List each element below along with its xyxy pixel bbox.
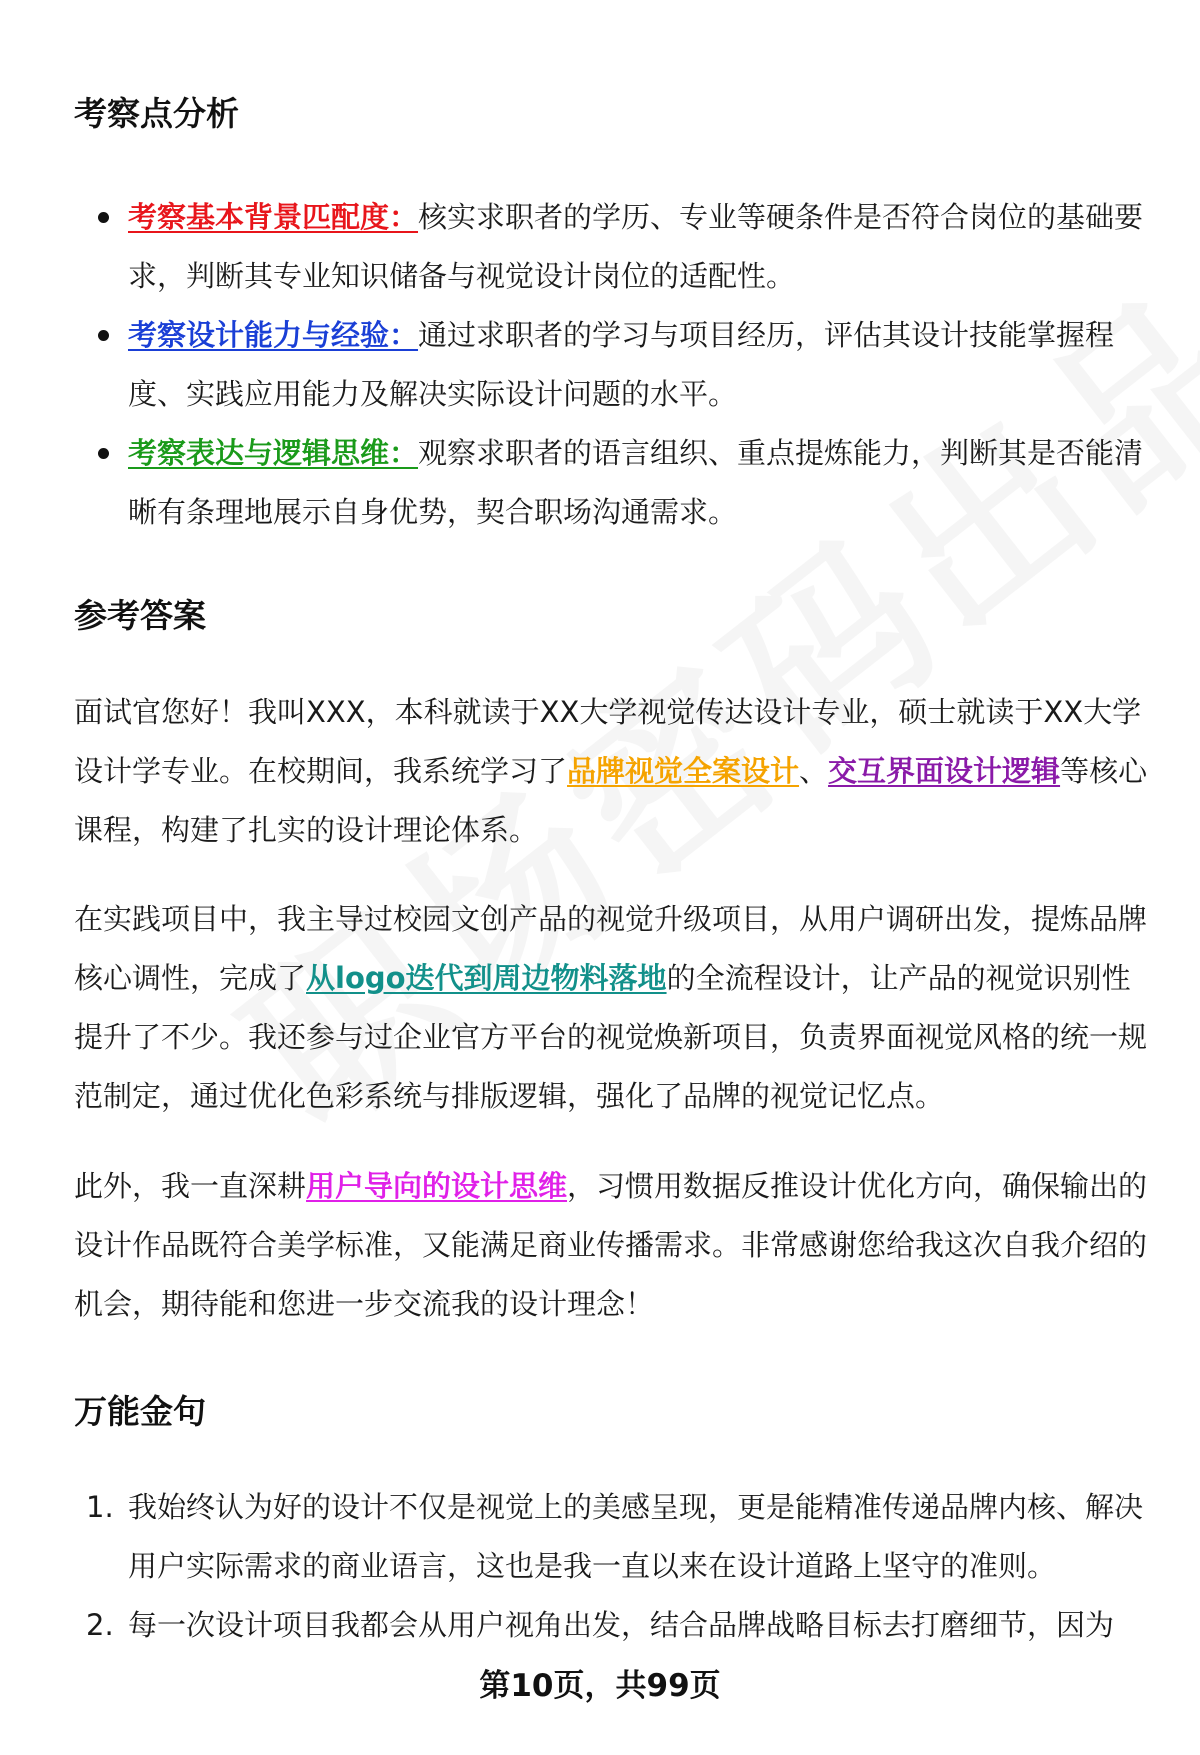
golden-sentence-text: 每一次设计项目我都会从用户视角出发，结合品牌战略目标去打磨细节，因为: [128, 1608, 1115, 1642]
bullet-dot-icon: [98, 212, 109, 223]
analysis-text: 观察求职者的语言组织、重点提炼能力，判断其是否能清晰有条理地展示自身优势，契合职场沟通需求。: [128, 436, 1144, 529]
analysis-item: [74, 424, 1154, 542]
golden-sentence-item: [74, 1596, 1154, 1655]
answer-text: 等核心课程，构建了扎实的设计理论体系。: [74, 754, 1148, 847]
answer-text: 此外，我一直深耕: [74, 1169, 307, 1203]
item-number: 2.: [86, 1608, 114, 1642]
bullet-dot-icon: [98, 330, 109, 341]
analysis-text: 通过求职者的学习与项目经历，评估其设计技能掌握程度、实践应用能力及解决实际设计问题的水平。: [128, 318, 1115, 411]
analysis-label: 考察设计能力与经验：: [128, 318, 419, 352]
analysis-label: 考察表达与逻辑思维：: [128, 436, 419, 470]
highlight-logo-to-material: 从logo迭代到周边物料落地: [306, 961, 667, 995]
analysis-text: 核实求职者的学历、专业等硬条件是否符合岗位的基础要求，判断其专业知识储备与视觉设计岗位的适配性。: [128, 200, 1144, 293]
bullet-dot-icon: [98, 448, 109, 459]
golden-sentence-text: 我始终认为好的设计不仅是视觉上的美感呈现，更是能精准传递品牌内核、解决用户实际需求的商业语言，这也是我一直以来在设计道路上坚守的准则。: [128, 1490, 1144, 1583]
answer-text: 、: [799, 754, 829, 788]
answer-text: 面试官您好！我叫XXX，本科就读于XX大学视觉传达设计专业，硕士就读于XX大学设计学专业。在校期间，我系统学习了: [74, 695, 1142, 788]
answer-paragraph-2: [74, 890, 1152, 1126]
page-footer: 第10页，共99页: [479, 1668, 721, 1704]
answer-text: ，习惯用数据反推设计优化方向，确保输出的设计作品既符合美学标准，又能满足商业传播需求。非常感谢您给我这次自我介绍的机会，期待能和您进一步交流我的设计理念！: [74, 1169, 1148, 1321]
section-title-analysis: 考察点分析: [74, 94, 239, 133]
highlight-brand-design: 品牌视觉全案设计: [567, 754, 800, 788]
analysis-label: 考察基本背景匹配度：: [128, 200, 419, 234]
answer-text: 的全流程设计，让产品的视觉识别性提升了不少。我还参与过企业官方平台的视觉焕新项目，负责界面视觉风格的统一规范制定，通过优化色彩系统与排版逻辑，强化了品牌的视觉记忆点。: [74, 961, 1148, 1113]
highlight-interaction-design: 交互界面设计逻辑: [828, 754, 1061, 788]
item-number: 1.: [86, 1490, 114, 1524]
golden-sentence-list: [74, 1478, 1154, 1655]
section-title-golden-sentences: 万能金句: [74, 1392, 206, 1431]
golden-sentence-item: [74, 1478, 1154, 1596]
answer-text: 在实践项目中，我主导过校园文创产品的视觉升级项目，从用户调研出发，提炼品牌核心调性，完成了: [74, 902, 1148, 995]
answer-paragraph-1: [74, 683, 1152, 860]
highlight-user-oriented: 用户导向的设计思维: [306, 1169, 568, 1203]
section-title-answer: 参考答案: [74, 596, 206, 635]
answer-paragraph-3: [74, 1157, 1152, 1334]
analysis-item: [74, 306, 1154, 424]
analysis-item: [74, 188, 1154, 306]
analysis-list: [74, 188, 1154, 542]
